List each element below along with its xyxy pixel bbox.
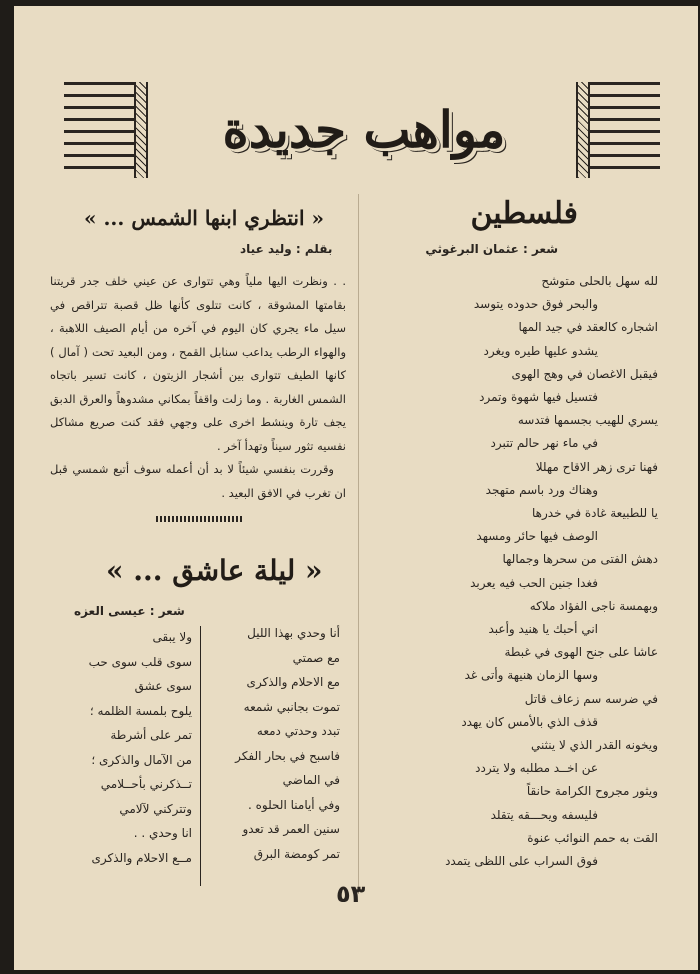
poem-line: والبحر فوق حدوده يتوسد (473, 297, 598, 312)
poem-line: فيقبل الاغصان في وهج الهوى (511, 366, 658, 381)
poem-line: لله سهل بالحلى متوشح (541, 274, 658, 288)
love-poem-line: من الآمال والذكرى ؛ (91, 752, 192, 767)
love-poem-line: مع صمتي (292, 650, 340, 665)
love-poem-line: تــذكرني بأحــلامي (100, 777, 192, 791)
love-poem-line: تمر على أشرطة (110, 728, 192, 742)
poem-line: ويثور مجروح الكرامة حانقاً (526, 784, 658, 799)
poem-line: وبهمسة ناجى الفؤاد ملاكه (529, 598, 658, 613)
poem-line: قذف الذي بالأمس كان يهدد (461, 714, 598, 729)
ornament-lines (588, 82, 660, 178)
poem-line: فغدا جنين الحب فيه يعربد (470, 575, 598, 590)
section-masthead: مواهب جديدة (222, 100, 506, 159)
poem-line: في ماء نهر حالم تتبرد (490, 436, 598, 451)
poem-line: القت به حمم النوائب عنوة (527, 830, 658, 845)
love-poem-line: وتتركني لآلامي (119, 801, 192, 816)
page-number: ٥٣ (336, 880, 366, 908)
poem-line: يا للطبيعة غادة في خدرها (532, 506, 658, 520)
love-poem-line: سوى عشق (134, 679, 192, 693)
poem-line: الوصف فيها حائر ومسهد (476, 529, 598, 544)
love-poem-title: « ليلة عاشق ... » (106, 554, 323, 587)
story-title: « انتظري ابنها الشمس ... » (84, 206, 324, 230)
poem-column-rule (200, 626, 201, 886)
poem-line: عاشا على جنح الهوى في غبطة (504, 645, 658, 660)
poem-line: وسها الزمان هنيهة وأتى غد (464, 668, 598, 683)
poem-line: عن اخــد مطلبه ولا يتردد (475, 761, 598, 776)
column-divider (358, 194, 359, 894)
love-poem-line: سنين العمر قد تعدو (242, 822, 340, 836)
story-body (50, 270, 346, 505)
story-paragraph: . . ونظرت اليها ملياً وهي تتوارى عن عيني خلف جدر قريتنا بقامتها المشوقة ، كانت تتلوى كأنها ظل قصبة تتراقص في سيل ماء يجري كان اليوم في آخره من أيام الصيف اللاهبة ، والهواء الرطب يداعب سنابل القمح ، ومن البعيد تحت ( آمال ) كانها الطيف تتوارى بين أشجار الزيتون ، كانت تسير باتجاه الشمس الغاربة . وما زلت واقفاً بمكاني مشدوهاً والعرق الدبق يجف تارة وينشط اخرى على وجهي فقد كنت صريع مشاكل نفسيه تثور سيناً وتهدأ آخر . (50, 274, 346, 453)
love-poem-line: تموت بجانبي شمعه (243, 699, 340, 714)
ornament-lines (64, 82, 136, 178)
love-poem-byline: شعر : عيسى العزه (74, 604, 185, 618)
story-byline: بقلم : وليد عياد (240, 242, 333, 256)
love-poem-line: سوى قلب سوى حب (88, 654, 192, 669)
poem-line: وهناك ورد باسم متهجد (485, 482, 598, 497)
love-poem-line: مــع الاحلام والذكرى (91, 850, 192, 865)
love-poem-line: وفي أيامنا الحلوه . (247, 797, 340, 812)
love-poem-line: مع الاحلام والذكرى (246, 675, 340, 689)
poem-line: فتسيل فيها شهوة وتمرد (479, 390, 598, 404)
love-poem-line: يلوح بلمسة الظلمه ؛ (89, 703, 192, 718)
poem-line: دهش الفتى من سحرها وجمالها (502, 552, 658, 567)
poem-line: اني أحبك يا هنيد وأعبد (488, 622, 598, 636)
love-poem-line: تبدد وحدتي دمعه (256, 724, 340, 738)
love-poem-line: أنا وحدي بهذا الليل (247, 626, 340, 640)
poem-line: فوق السراب على اللظى يتمدد (445, 854, 598, 868)
header-ornament-left (64, 82, 148, 178)
poem-line: اشجاره كالعقد في جيد المها (518, 320, 658, 335)
section-separator (156, 516, 244, 522)
poem-line: يشدو عليها طيره ويغرد (483, 343, 598, 358)
poem-line: ويخونه القدر الذي لا ينثني (531, 738, 658, 752)
header-ornament-right (576, 82, 660, 178)
love-poem-line: ولا يبقى (152, 630, 192, 644)
poem-title: فلسطين (470, 196, 578, 231)
love-poem-line: انا وحدي . . (133, 826, 192, 840)
poem-line: يسري للهيب بجسمها فتدسه (517, 413, 658, 428)
love-poem-line: تمر كومضة البرق (253, 846, 340, 861)
love-poem-line: فاسبح في بحار الفكر (235, 748, 340, 763)
poem-line: فليسفه ويحـــقه يتقلد (490, 807, 598, 822)
poem-byline: شعر : عثمان البرغوثي (425, 242, 558, 256)
story-paragraph: وقررت بنفسي شيئاً لا بد أن أعمله سوف أتبع شمسي قبل ان تغرب في الافق البعيد . (50, 462, 346, 500)
love-poem-line: في الماضي (282, 773, 340, 787)
magazine-page (14, 6, 698, 970)
poem-line: فهنا ترى زهر الاقاح مهللا (535, 459, 658, 474)
ornament-chain (134, 82, 148, 178)
poem-line: في ضرسه سم زعاف قاتل (524, 691, 658, 706)
